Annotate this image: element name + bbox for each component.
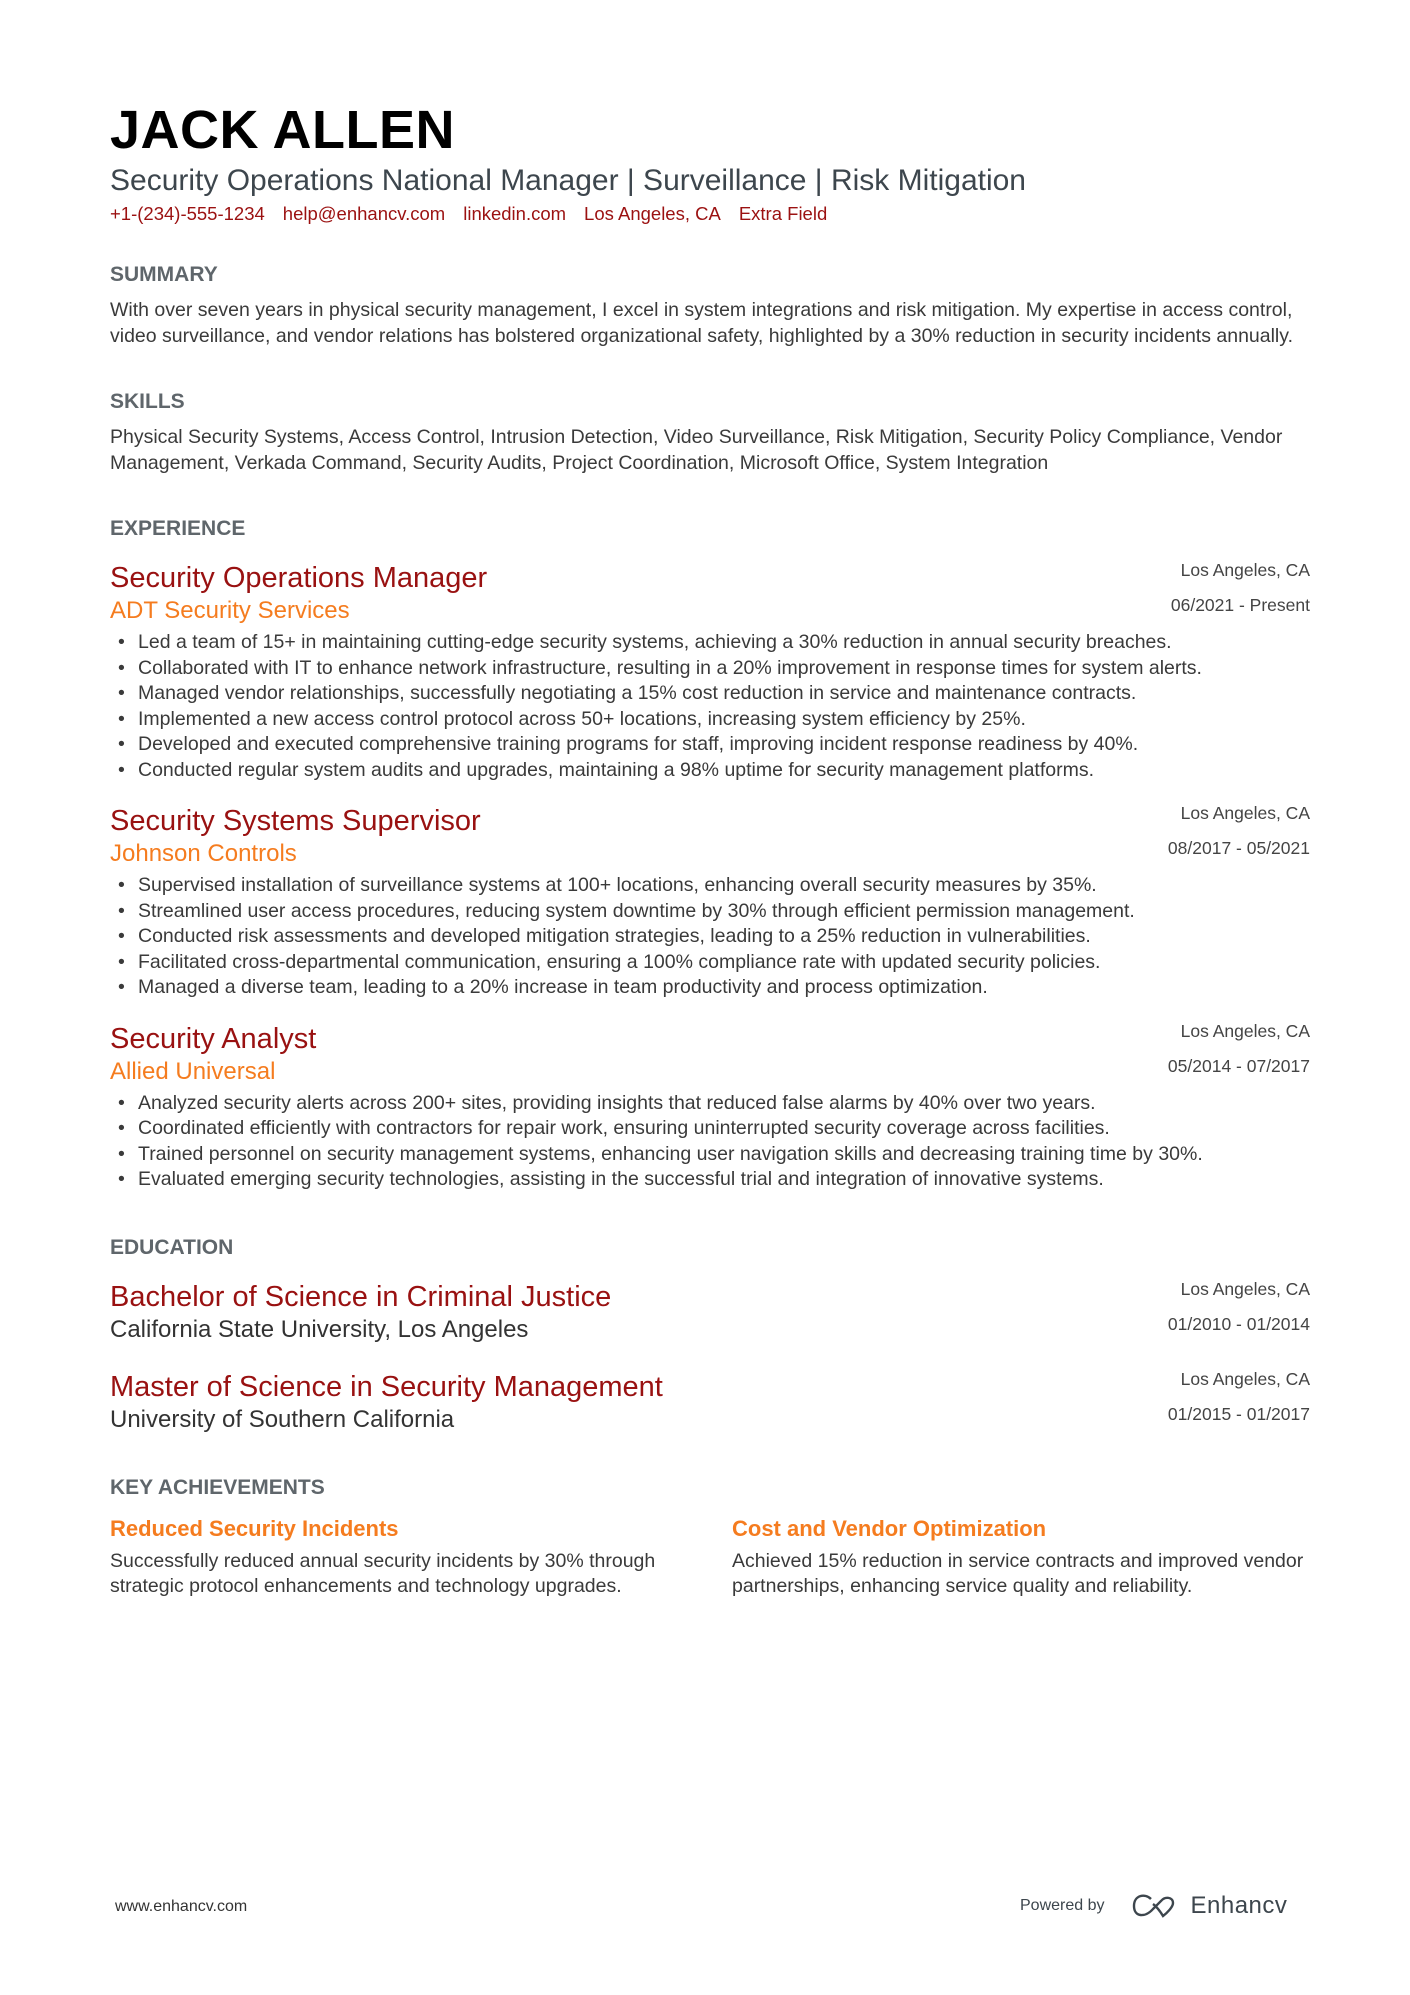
school: California State University, Los Angeles — [110, 1315, 529, 1343]
powered-by — [1020, 1892, 1287, 1920]
bullet-item: • Analyzed security alerts across 200+ sites, providing insights that reduced false alarms by 40% over two years. — [110, 1091, 1310, 1117]
achievement-title: Cost and Vendor Optimization — [732, 1515, 1047, 1541]
headline: Security Operations National Manager | Surveillance | Risk Mitigation — [110, 164, 1026, 197]
bullet-item: • Coordinated efficiently with contractors for repair work, ensuring uninterrupted security coverage across facilities. — [110, 1116, 1310, 1142]
degree: Bachelor of Science in Criminal Justice — [110, 1280, 612, 1313]
skills-text: Physical Security Systems, Access Control, Intrusion Detection, Video Surveillance, Risk Mitigation, Security Policy Compliance, Vendor Management, Verkada Command, Security Audits, Project Coordination, Microsoft Office, System Integration — [110, 426, 1283, 474]
bullet-item: • Collaborated with IT to enhance network infrastructure, resulting in a 20% improvement in response times for system alerts. — [110, 656, 1310, 682]
school: University of Southern California — [110, 1405, 455, 1433]
enhancv-brand: Enhancv — [1190, 1892, 1288, 1919]
job-entry — [110, 803, 1310, 1001]
contact-list — [110, 202, 1310, 226]
achievement-item — [732, 1515, 1310, 1600]
achievement-title: Reduced Security Incidents — [110, 1515, 399, 1541]
job-bullets — [110, 873, 1310, 1001]
education-heading: EDUCATION — [110, 1235, 234, 1259]
email[interactable]: help@enhancv.com — [282, 203, 446, 224]
company-name: ADT Security Services — [110, 597, 350, 624]
job-dates: 06/2021 - Present — [1170, 595, 1310, 615]
job-dates: 08/2017 - 05/2021 — [1167, 838, 1310, 858]
education-location: Los Angeles, CA — [1180, 1368, 1310, 1389]
bullet-item: • Implemented a new access control protocol across 50+ locations, increasing system efficiency by 25%. — [110, 707, 1310, 733]
job-bullets — [110, 630, 1310, 783]
education-location: Los Angeles, CA — [1180, 1278, 1310, 1299]
achievements-list — [110, 1515, 1310, 1600]
job-title: Security Operations Manager — [110, 562, 488, 594]
job-location: Los Angeles, CA — [1180, 1020, 1310, 1041]
summary-heading: SUMMARY — [110, 263, 218, 286]
job-title: Security Systems Supervisor — [110, 805, 481, 837]
location: Los Angeles, CA — [584, 203, 721, 224]
job-title: Security Analyst — [110, 1022, 317, 1055]
powered-by-label: Powered by — [1020, 1897, 1105, 1914]
summary-text: With over seven years in physical security management, I excel in system integrations and risk mitigation. My expertise in access control, video surveillance, and vendor relations has bolstered organizational safety, highlighted by a 30% reduction in security incidents annually. — [110, 299, 1293, 347]
linkedin-link[interactable]: linkedin.com — [463, 203, 567, 224]
bullet-item: • Conducted risk assessments and developed mitigation strategies, leading to a 25% reduction in vulnerabilities. — [110, 924, 1310, 950]
experience-list — [110, 560, 1310, 1193]
bullet-item: • Developed and executed comprehensive training programs for staff, improving incident response readiness by 40%. — [110, 732, 1310, 758]
bullet-item: • Trained personnel on security management systems, enhancing user navigation skills and decreasing training time by 30%. — [110, 1142, 1310, 1168]
job-location: Los Angeles, CA — [1180, 560, 1310, 580]
job-entry — [110, 1021, 1310, 1193]
phone[interactable]: +1-(234)-555-1234 — [110, 203, 265, 224]
bullet-item: • Conducted regular system audits and upgrades, maintaining a 98% uptime for security management platforms. — [110, 758, 1310, 784]
extra-field: Extra Field — [738, 203, 828, 224]
education-dates: 01/2015 - 01/2017 — [1167, 1403, 1310, 1424]
bullet-item: • Managed a diverse team, leading to a 20% increase in team productivity and process optimization. — [110, 975, 1310, 1001]
education-entry — [110, 1279, 1310, 1345]
job-bullets — [110, 1091, 1310, 1193]
company-name: Allied Universal — [110, 1057, 276, 1085]
education-entry — [110, 1369, 1310, 1435]
candidate-name: JACK ALLEN — [110, 100, 456, 160]
job-location: Los Angeles, CA — [1180, 803, 1310, 823]
achievements-heading: KEY ACHIEVEMENTS — [110, 1475, 325, 1499]
job-dates: 05/2014 - 07/2017 — [1167, 1055, 1310, 1076]
skills-heading: SKILLS — [110, 390, 185, 413]
bullet-item: • Facilitated cross-departmental communication, ensuring a 100% compliance rate with updated security policies. — [110, 950, 1310, 976]
bullet-item: • Managed vendor relationships, successfully negotiating a 15% cost reduction in service and maintenance contracts. — [110, 681, 1310, 707]
company-name: Johnson Controls — [110, 840, 297, 867]
achievement-item — [110, 1515, 688, 1600]
bullet-item: • Evaluated emerging security technologies, assisting in the successful trial and integration of innovative systems. — [110, 1167, 1310, 1193]
education-dates: 01/2010 - 01/2014 — [1167, 1313, 1310, 1334]
education-list — [110, 1279, 1310, 1435]
experience-heading: EXPERIENCE — [110, 517, 246, 540]
degree: Master of Science in Security Management — [110, 1370, 663, 1403]
bullet-item: • Streamlined user access procedures, reducing system downtime by 30% through efficient permission management. — [110, 899, 1310, 925]
job-entry — [110, 560, 1310, 783]
bullet-item: • Led a team of 15+ in maintaining cutting-edge security systems, achieving a 30% reduction in annual security breaches. — [110, 630, 1310, 656]
achievement-text: Successfully reduced annual security incidents by 30% through strategic protocol enhancements and technology upgrades. — [110, 1549, 656, 1597]
enhancv-logo-icon — [1131, 1893, 1179, 1919]
resume — [110, 100, 1310, 1600]
bullet-item: • Supervised installation of surveillance systems at 100+ locations, enhancing overall security measures by 35%. — [110, 873, 1310, 899]
footer-website[interactable]: www.enhancv.com — [115, 1898, 248, 1915]
achievement-text: Achieved 15% reduction in service contracts and improved vendor partnerships, enhancing service quality and reliability. — [732, 1549, 1304, 1597]
